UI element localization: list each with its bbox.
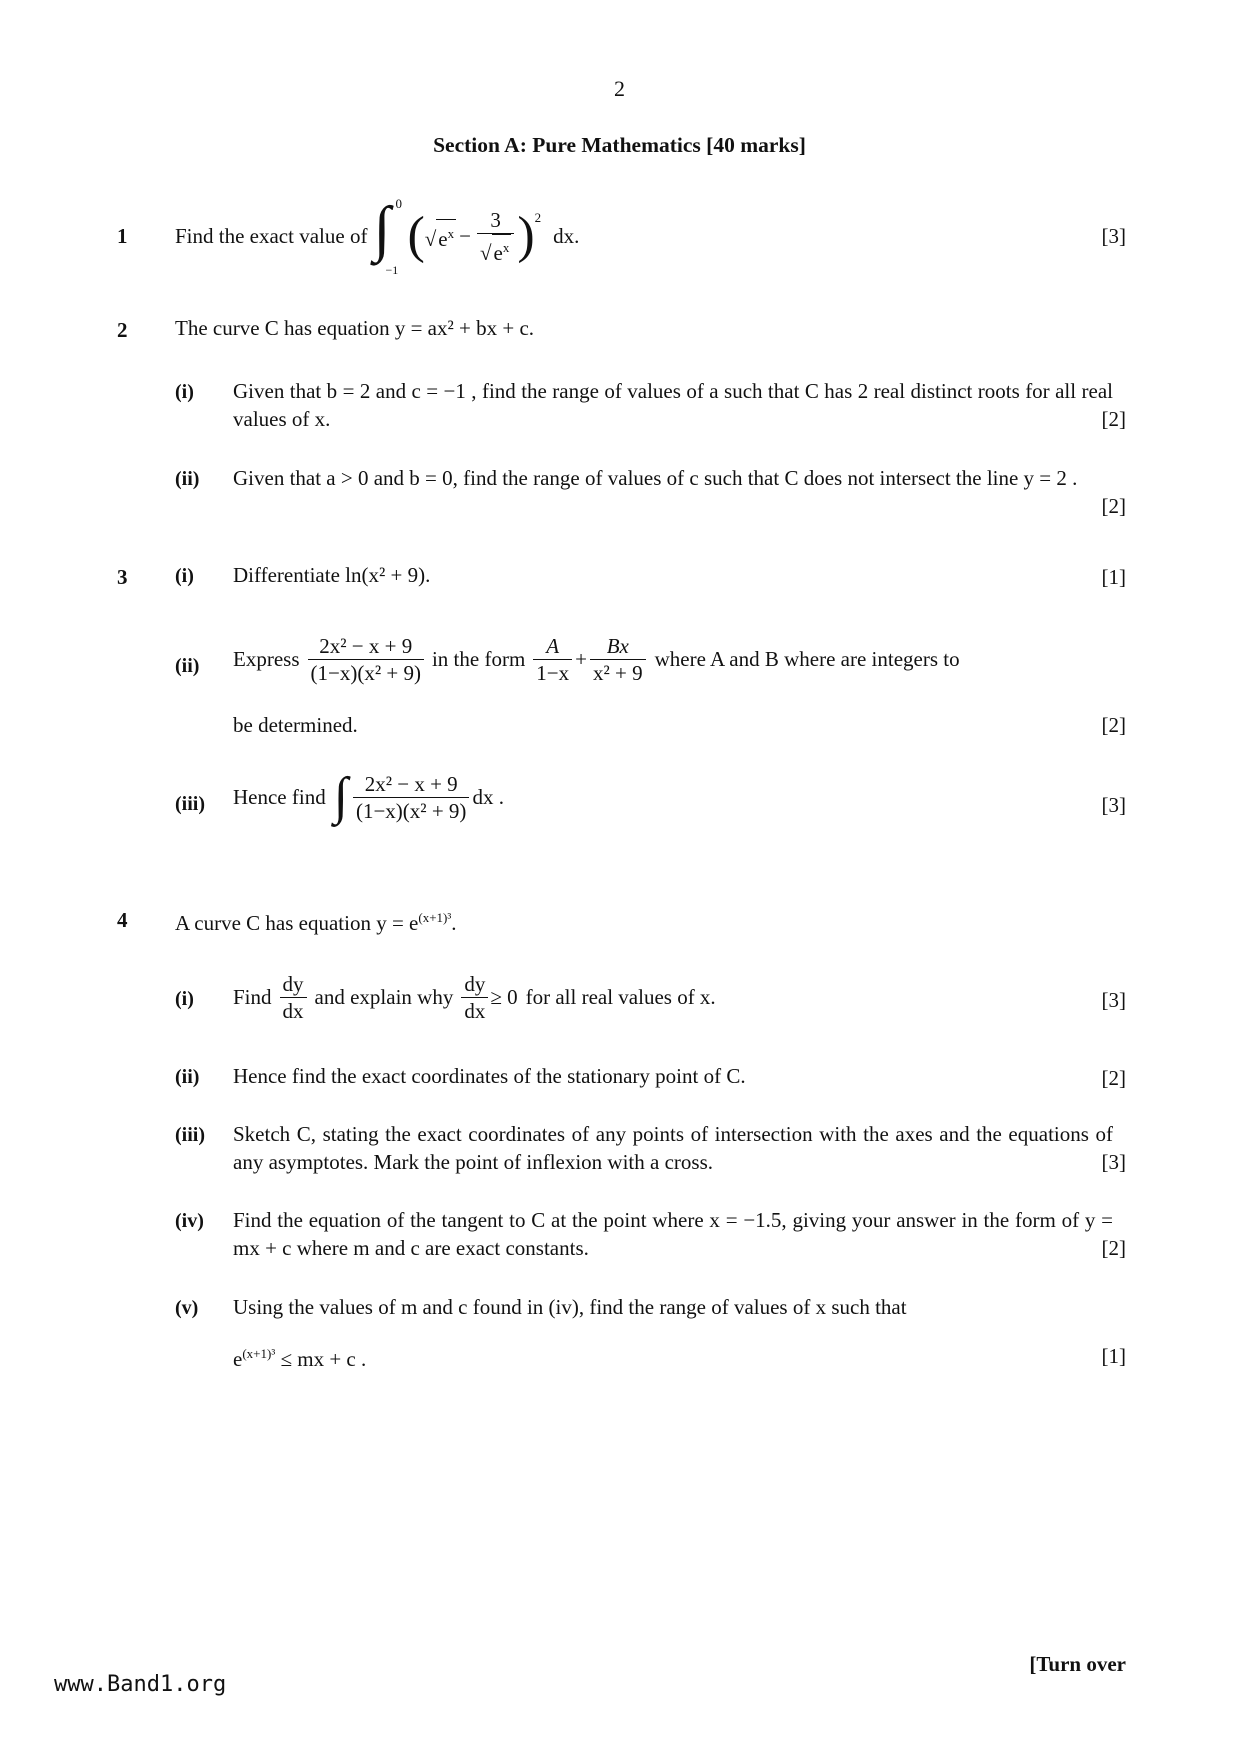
q1-intro: Find the exact value of bbox=[175, 224, 368, 248]
q4-part-ii-label: (ii) bbox=[175, 1066, 200, 1088]
question-4-stem: A curve C has equation $y = e^{(x+1)^3}$. bbox=[175, 910, 457, 935]
turn-over: [Turn over bbox=[1029, 1652, 1126, 1676]
q4-part-iv-text: Find the equation of the tangent to C at the point where x = −1.5, giving your answer in the form of y = mx + c where m and c are exact constants. bbox=[233, 1208, 1113, 1260]
q4-part-ii-text: Hence find the exact coordinates of the stationary point of C. bbox=[233, 1064, 746, 1088]
q3-part-ii-marks: [2] bbox=[1101, 713, 1126, 737]
q3-part-iii-text: Hence find ∫ $\frac{\text{2x² − x + 9}}{\text{(1−x)(x² + 9)}}$ dx . bbox=[233, 768, 504, 825]
q3-ii-fraction: $\frac{\text{2x² − x + 9}}{\text{(1−x)(x² + 9)}}$ bbox=[308, 633, 424, 686]
q4-part-i-label: (i) bbox=[175, 988, 194, 1010]
question-1-marks: [3] bbox=[1101, 224, 1126, 248]
question-2-number: 2 bbox=[117, 318, 128, 342]
question-1-text: Find the exact value of ∫ 0 −1 ( $√e^x$ − $\frac{3}{√e^x}$ ) $^2$ dx. bbox=[175, 196, 579, 276]
q4-part-iv-marks: [2] bbox=[1101, 1236, 1126, 1260]
q2-part-ii-label: (ii) bbox=[175, 468, 200, 490]
q1-dx: dx. bbox=[553, 224, 580, 248]
q2-part-i-text: Given that b = 2 and c = −1 , find the range of values of a such that C has 2 real distinct roots for all real values of x. bbox=[233, 379, 1113, 431]
q3-part-iii-marks: [3] bbox=[1101, 793, 1126, 817]
q1-power: 2 bbox=[534, 210, 542, 225]
section-title: Section A: Pure Mathematics [40 marks] bbox=[433, 133, 806, 157]
q4-part-i-text: Find $\frac{dy}{dx}$ and explain why $\frac{dy}{dx}$ ≥ 0 for all real values of x. bbox=[233, 971, 716, 1023]
q2-part-i-label: (i) bbox=[175, 381, 194, 403]
integral-lower-limit: −1 bbox=[385, 263, 399, 277]
integral-upper-limit: 0 bbox=[395, 196, 402, 211]
q3-iii-fraction: $\frac{\text{2x² − x + 9}}{\text{(1−x)(x² + 9)}}$ bbox=[353, 771, 469, 824]
question-1-number: 1 bbox=[117, 224, 128, 248]
q4-part-v-inequality: $e^{(x+1)^3}$ ≤ mx + c . bbox=[233, 1346, 367, 1371]
q4-part-iii-text: Sketch C, stating the exact coordinates of any points of intersection with the axes and the equations of any asymptotes. Mark the point of inflexion with a cross. bbox=[233, 1122, 1113, 1174]
q4-part-v-marks: [1] bbox=[1101, 1344, 1126, 1368]
integral-sign: ∫ 0 −1 bbox=[373, 196, 407, 276]
sqrt-e-x: $√e^x$ bbox=[425, 219, 456, 253]
q4-part-i-marks: [3] bbox=[1101, 988, 1126, 1012]
q2-part-ii-marks: [2] bbox=[1101, 494, 1126, 518]
q3-part-ii-label: (ii) bbox=[175, 655, 200, 677]
q3-part-iii-label: (iii) bbox=[175, 793, 205, 815]
q1-fraction: $\frac{3}{√e^x}$ bbox=[477, 207, 514, 266]
q2-part-i-marks: [2] bbox=[1101, 407, 1126, 431]
question-2-stem: The curve C has equation y = ax² + bx + c. bbox=[175, 316, 535, 340]
q3-ii-fraction-a: $\frac{A}{1-x}$ bbox=[533, 633, 572, 686]
q3-part-i-text: Differentiate ln(x² + 9). bbox=[233, 563, 431, 587]
q2-part-ii-text: Given that a > 0 and b = 0, find the range of values of c such that C does not intersect the line y = 2 . bbox=[233, 466, 1078, 490]
q4-part-iii-marks: [3] bbox=[1101, 1150, 1126, 1174]
question-3-number: 3 bbox=[117, 565, 128, 589]
q3-ii-fraction-b: $\frac{Bx}{\text{x² + 9}}$ bbox=[590, 633, 646, 686]
minus-sign: − bbox=[459, 224, 471, 248]
q4-part-v-text: Using the values of m and c found in (iv), find the range of values of x such that bbox=[233, 1295, 907, 1319]
q3-part-i-marks: [1] bbox=[1101, 565, 1126, 589]
q3-part-ii-text: Express $\frac{\text{2x² − x + 9}}{\text{(1−x)(x² + 9)}}$ in the form $\frac{A}{1-x}$ + $\frac{Bx}{\text{x² + 9}}$ where A and B where are integers to bbox=[233, 633, 960, 685]
q4-part-ii-marks: [2] bbox=[1101, 1066, 1126, 1090]
q4-part-v-label: (v) bbox=[175, 1297, 199, 1319]
watermark-url: www.Band1.org bbox=[54, 1672, 227, 1697]
q4-part-iii-label: (iii) bbox=[175, 1124, 205, 1146]
page-number: 2 bbox=[614, 76, 625, 101]
q3-part-ii-line2: be determined. bbox=[233, 713, 358, 737]
question-4-number: 4 bbox=[117, 908, 128, 932]
q4-i-derivative: $\frac{dy}{dx}$ bbox=[280, 971, 307, 1024]
q4-i-derivative-2: $\frac{dy}{dx}$ bbox=[461, 971, 488, 1024]
q3-part-i-label: (i) bbox=[175, 565, 194, 587]
integral-sign-2: ∫ bbox=[333, 768, 348, 825]
q4-part-iv-label: (iv) bbox=[175, 1210, 204, 1232]
